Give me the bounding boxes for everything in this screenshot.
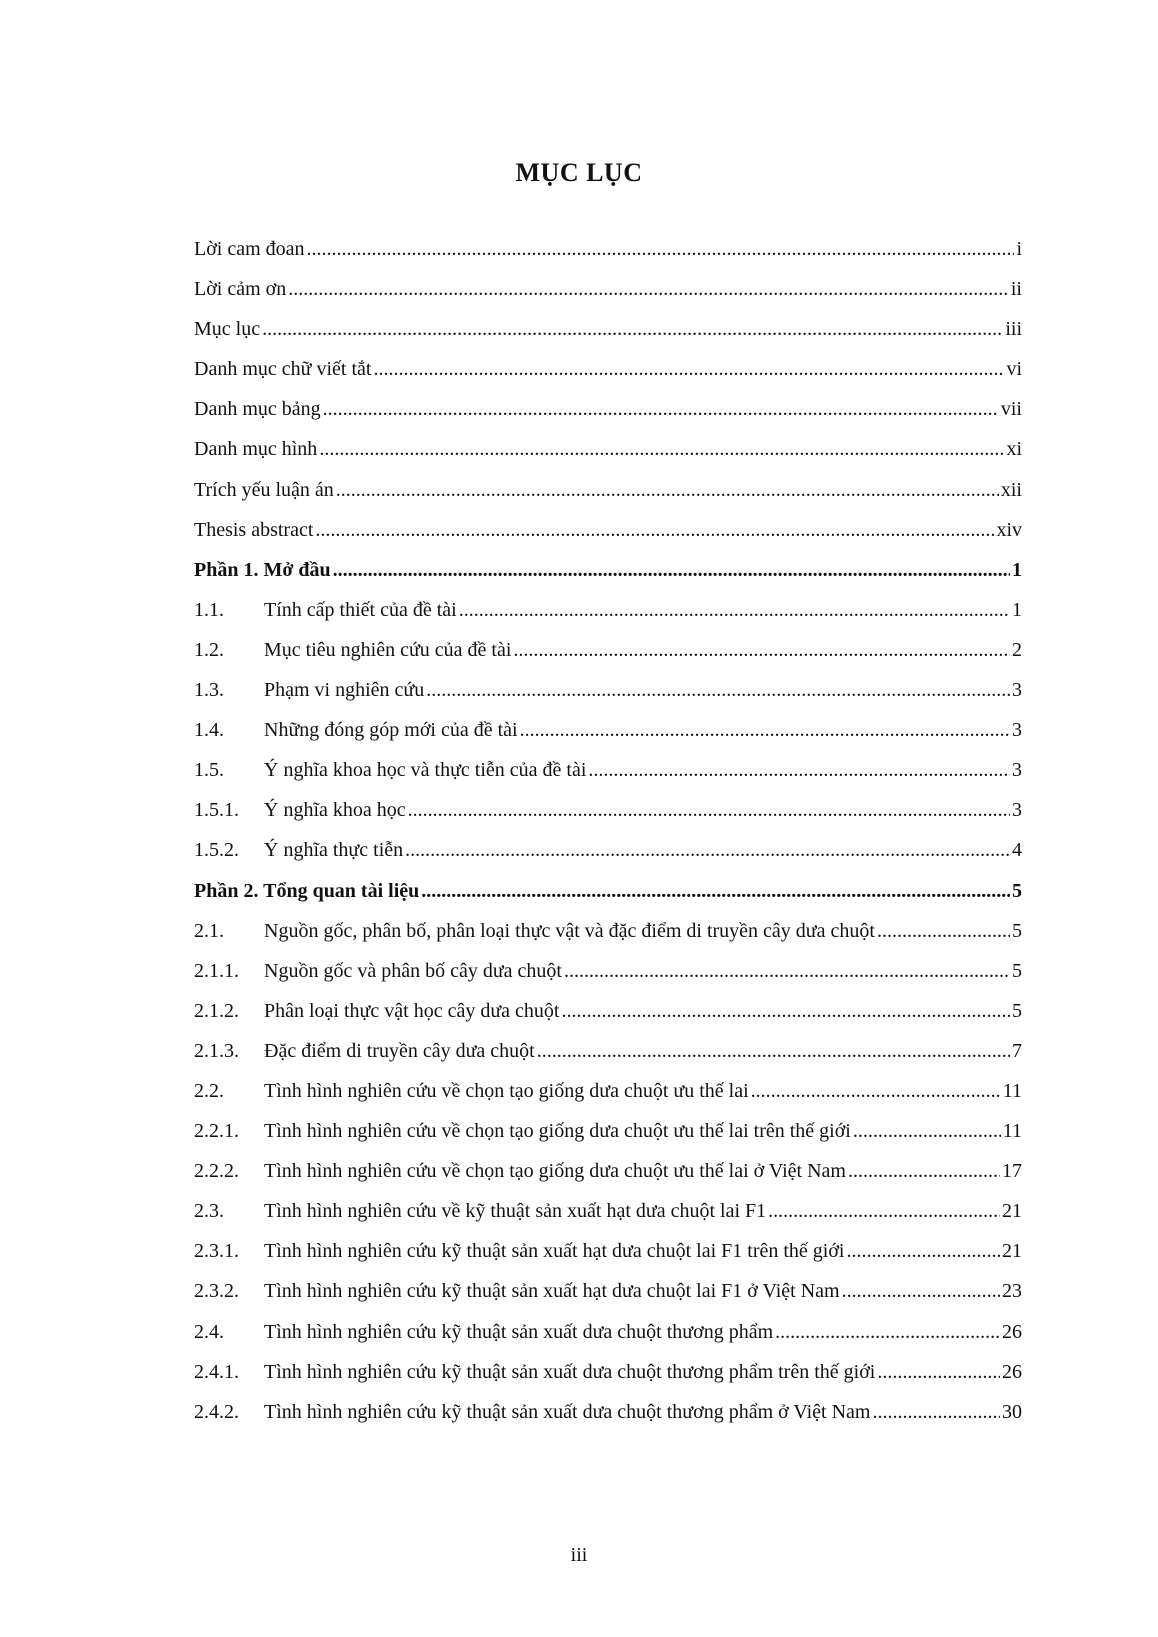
toc-entry-page: 3 — [1012, 719, 1022, 742]
dot-leader — [262, 309, 1003, 349]
toc-entry[interactable] — [194, 1392, 1022, 1432]
dot-leader — [336, 470, 999, 510]
toc-entry[interactable] — [194, 670, 1022, 710]
toc-entry[interactable] — [194, 1312, 1022, 1352]
toc-entry[interactable] — [194, 1191, 1022, 1231]
dot-leader — [842, 1271, 1000, 1311]
toc-entry-page: xiv — [996, 518, 1022, 541]
dot-leader — [315, 510, 994, 550]
toc-entry[interactable] — [194, 429, 1022, 469]
dot-leader — [459, 590, 1010, 630]
toc-entry[interactable] — [194, 1071, 1022, 1111]
toc-entry-number: 2.3. — [194, 1200, 224, 1223]
toc-entry-label: Lời cam đoan — [194, 238, 305, 260]
toc-entry-label: Tính cấp thiết của đề tài — [264, 598, 457, 621]
toc-entry-number: 2.3.2. — [194, 1280, 239, 1303]
toc-entry-number: 2.2.2. — [194, 1160, 239, 1183]
toc-entry-page: i — [1016, 238, 1022, 260]
toc-entry-number: 1.5.1. — [194, 799, 239, 822]
toc-entry-page: 5 — [1012, 999, 1022, 1022]
toc-entry-page: 5 — [1012, 959, 1022, 982]
toc-entry-label: Trích yếu luận án — [194, 478, 334, 501]
toc-entry-label: Đặc điểm di truyền cây dưa chuột — [264, 1039, 535, 1062]
toc-entry-page: 23 — [1002, 1280, 1022, 1303]
toc-entry[interactable] — [194, 710, 1022, 750]
toc-entry-page: 11 — [1002, 1079, 1022, 1102]
toc-entry-label: Tình hình nghiên cứu kỹ thuật sản xuất dưa chuột thương phẩm — [264, 1320, 774, 1343]
toc-entry-label: Phần 1. Mở đầu — [194, 558, 331, 581]
dot-leader — [846, 1231, 1000, 1271]
dot-leader — [588, 750, 1010, 790]
toc-entry-label: Danh mục chữ viết tắt — [194, 358, 372, 381]
dot-leader — [288, 269, 1009, 309]
toc-entry-label: Tình hình nghiên cứu kỹ thuật sản xuất hạt dưa chuột lai F1 ở Việt Nam — [264, 1280, 840, 1303]
toc-entry[interactable] — [194, 510, 1022, 550]
toc-entry-page: 3 — [1012, 799, 1022, 822]
toc-entry[interactable] — [194, 309, 1022, 349]
toc-entry[interactable] — [194, 630, 1022, 670]
toc-entry-page: 26 — [1002, 1320, 1022, 1343]
toc-entry-number: 1.5. — [194, 759, 224, 782]
toc-entry-page: 3 — [1012, 679, 1022, 702]
dot-leader — [872, 1392, 1000, 1432]
toc-entry-label: Những đóng góp mới của đề tài — [264, 719, 518, 742]
toc-entry[interactable] — [194, 389, 1022, 429]
toc-entry-number: 2.1. — [194, 919, 224, 942]
toc-entry-page: 30 — [1002, 1400, 1022, 1423]
dot-leader — [373, 349, 1004, 389]
toc-entry[interactable] — [194, 1031, 1022, 1071]
toc-entry-label: Nguồn gốc và phân bố cây dưa chuột — [264, 959, 562, 982]
toc-entry-page: 11 — [1002, 1120, 1022, 1143]
toc-entry-page: 4 — [1012, 839, 1022, 862]
dot-leader — [319, 429, 1004, 469]
toc-entry-label: Ý nghĩa khoa học và thực tiễn của đề tài — [264, 759, 587, 782]
dot-leader — [561, 991, 1010, 1031]
toc-entry[interactable] — [194, 1231, 1022, 1271]
toc-entry-page: 26 — [1002, 1360, 1022, 1383]
dot-leader — [307, 229, 1015, 269]
toc-entry[interactable] — [194, 911, 1022, 951]
toc-entry[interactable] — [194, 470, 1022, 510]
page-number: iii — [570, 1544, 588, 1566]
page-title: MỤC LỤC — [515, 158, 643, 187]
toc-entry-number: 1.1. — [194, 598, 224, 621]
toc-entry[interactable] — [194, 1352, 1022, 1392]
toc-entry-label: Lời cảm ơn — [194, 278, 287, 301]
toc-entry-label: Thesis abstract — [194, 518, 314, 541]
toc-entry-number: 2.2. — [194, 1079, 224, 1102]
toc-entry-number: 1.2. — [194, 638, 224, 661]
toc-entry-label: Tình hình nghiên cứu kỹ thuật sản xuất hạt dưa chuột lai F1 trên thế giới — [264, 1240, 845, 1263]
toc-entry-number: 2.4.2. — [194, 1400, 239, 1423]
toc-entry-page: 2 — [1012, 638, 1022, 661]
toc-entry-number: 2.2.1. — [194, 1120, 239, 1143]
toc-entry-label: Tình hình nghiên cứu về chọn tạo giống dưa chuột ưu thế lai trên thế giới — [264, 1120, 851, 1143]
toc-entry[interactable] — [194, 550, 1022, 590]
toc-entry-number: 2.3.1. — [194, 1240, 239, 1263]
toc-entry-label: Phân loại thực vật học cây dưa chuột — [264, 999, 560, 1022]
toc-entry-label: Tình hình nghiên cứu về kỹ thuật sản xuất hạt dưa chuột lai F1 — [264, 1200, 767, 1223]
dot-leader — [775, 1312, 1000, 1352]
toc-entry[interactable] — [194, 871, 1022, 911]
dot-leader — [405, 830, 1010, 870]
toc-entry-page: xi — [1006, 438, 1022, 461]
toc-entry-number: 2.1.3. — [194, 1039, 239, 1062]
dot-leader — [877, 1352, 1000, 1392]
toc-entry[interactable] — [194, 229, 1022, 269]
toc-entry-label: Tình hình nghiên cứu kỹ thuật sản xuất dưa chuột thương phẩm trên thế giới — [264, 1360, 876, 1383]
toc-entry-label: Tình hình nghiên cứu về chọn tạo giống dưa chuột ưu thế lai ở Việt Nam — [264, 1160, 846, 1183]
toc-entry-page: 3 — [1012, 759, 1022, 782]
toc-entry-page: 5 — [1012, 919, 1022, 942]
toc-entry-number: 2.4. — [194, 1320, 224, 1343]
dot-leader — [323, 389, 999, 429]
toc-entry[interactable] — [194, 1151, 1022, 1191]
toc-entry-label: Danh mục hình — [194, 438, 318, 461]
toc-entry-label: Danh mục bảng — [194, 398, 321, 421]
toc-entry[interactable] — [194, 991, 1022, 1031]
toc-entry-page: 5 — [1012, 879, 1022, 902]
dot-leader — [751, 1071, 1001, 1111]
toc-entry[interactable] — [194, 590, 1022, 630]
dot-leader — [421, 871, 1010, 911]
toc-entry-number: 2.1.2. — [194, 999, 239, 1022]
dot-leader — [513, 630, 1010, 670]
toc-entry-label: Ý nghĩa thực tiễn — [264, 839, 404, 862]
toc-entry-page: 1 — [1012, 558, 1022, 581]
dot-leader — [333, 550, 1010, 590]
toc-entry-page: iii — [1005, 318, 1022, 341]
toc-entry-page: ii — [1010, 278, 1022, 301]
toc-entry[interactable] — [194, 951, 1022, 991]
toc-entry[interactable] — [194, 269, 1022, 309]
toc-entry-label: Mục lục — [194, 318, 261, 341]
dot-leader — [768, 1191, 1000, 1231]
toc-entry-label: Mục tiêu nghiên cứu của đề tài — [264, 638, 512, 661]
toc-entry[interactable] — [194, 349, 1022, 389]
toc-entry-number: 1.3. — [194, 679, 224, 702]
dot-leader — [853, 1111, 1001, 1151]
toc-entry-page: 21 — [1002, 1240, 1022, 1263]
toc-entry[interactable] — [194, 1271, 1022, 1311]
dot-leader — [520, 710, 1010, 750]
toc-entry-number: 2.1.1. — [194, 959, 239, 982]
dot-leader — [408, 790, 1010, 830]
toc-entry-label: Phạm vi nghiên cứu — [264, 679, 425, 702]
dot-leader — [564, 951, 1010, 991]
toc-entry-number: 2.4.1. — [194, 1360, 239, 1383]
toc-entry-label: Nguồn gốc, phân bố, phân loại thực vật và đặc điểm di truyền cây dưa chuột — [264, 919, 875, 942]
dot-leader — [426, 670, 1010, 710]
toc-entry[interactable] — [194, 1111, 1022, 1151]
toc-entry-number: 1.4. — [194, 719, 224, 742]
toc-entry-page: vi — [1006, 358, 1022, 381]
toc-entry-page: xii — [1000, 478, 1022, 501]
toc-entry-page: vii — [1000, 398, 1022, 421]
toc-entry[interactable] — [194, 790, 1022, 830]
toc-entry-page: 21 — [1002, 1200, 1022, 1223]
dot-leader — [877, 911, 1010, 951]
toc-entry-label: Phần 2. Tổng quan tài liệu — [194, 879, 420, 902]
dot-leader — [848, 1151, 1000, 1191]
table-of-contents — [194, 229, 1022, 1432]
toc-entry-number: 1.5.2. — [194, 839, 239, 862]
toc-entry-label: Ý nghĩa khoa học — [264, 799, 406, 822]
dot-leader — [537, 1031, 1010, 1071]
toc-entry-page: 7 — [1012, 1039, 1022, 1062]
toc-entry[interactable] — [194, 830, 1022, 870]
toc-entry-label: Tình hình nghiên cứu về chọn tạo giống dưa chuột ưu thế lai — [264, 1079, 749, 1102]
toc-entry[interactable] — [194, 750, 1022, 790]
toc-entry-label: Tình hình nghiên cứu kỹ thuật sản xuất dưa chuột thương phẩm ở Việt Nam — [264, 1400, 871, 1423]
toc-entry-page: 1 — [1012, 598, 1022, 621]
toc-entry-page: 17 — [1002, 1160, 1022, 1183]
